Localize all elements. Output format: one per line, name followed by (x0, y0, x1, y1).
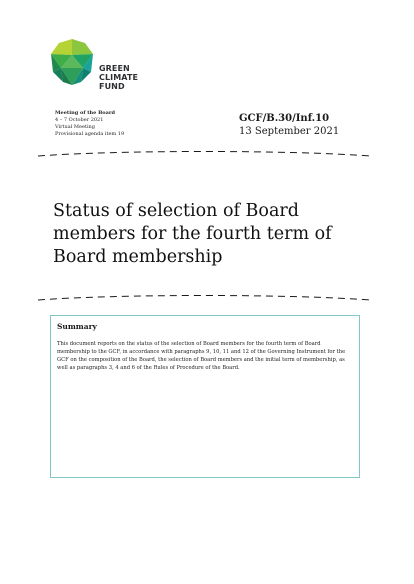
header-divider (38, 150, 370, 158)
meeting-info (55, 110, 124, 138)
title-divider (38, 294, 370, 302)
meeting-mode: Virtual Meeting (55, 124, 95, 130)
meeting-name: Meeting of the Board (55, 110, 116, 116)
document-date: 13 September 2021 (239, 126, 340, 137)
logo-wordmark (99, 64, 138, 91)
summary-box (50, 315, 360, 478)
gcf-globe-icon (49, 38, 95, 86)
page-title: Status of selection of Board members for the fourth term of Board membership (53, 201, 332, 267)
agenda-item: Provisional agenda item 19 (55, 131, 125, 137)
summary-heading: Summary (57, 322, 97, 331)
logo-line-climate: CLIMATE (99, 73, 139, 82)
document-info (239, 112, 339, 138)
logo-line-fund: FUND (99, 82, 125, 91)
gcf-logo (49, 38, 169, 100)
meeting-dates: 4 – 7 October 2021 (55, 117, 104, 123)
summary-text: This document reports on the status of the selection of Board members for the fourth term of Board membership to the GCF, in accordance with paragraphs 9, 10, 11 and 12 of the Governing Instrument for the GCF on the composition of the Board, the selection of Board members and the initial term of membership, as well as paragraphs 3, 4 and 6 of the Rules of Procedure of the Board. (57, 341, 346, 371)
logo-line-green: GREEN (99, 64, 130, 73)
document-code: GCF/B.30/Inf.10 (239, 113, 330, 124)
